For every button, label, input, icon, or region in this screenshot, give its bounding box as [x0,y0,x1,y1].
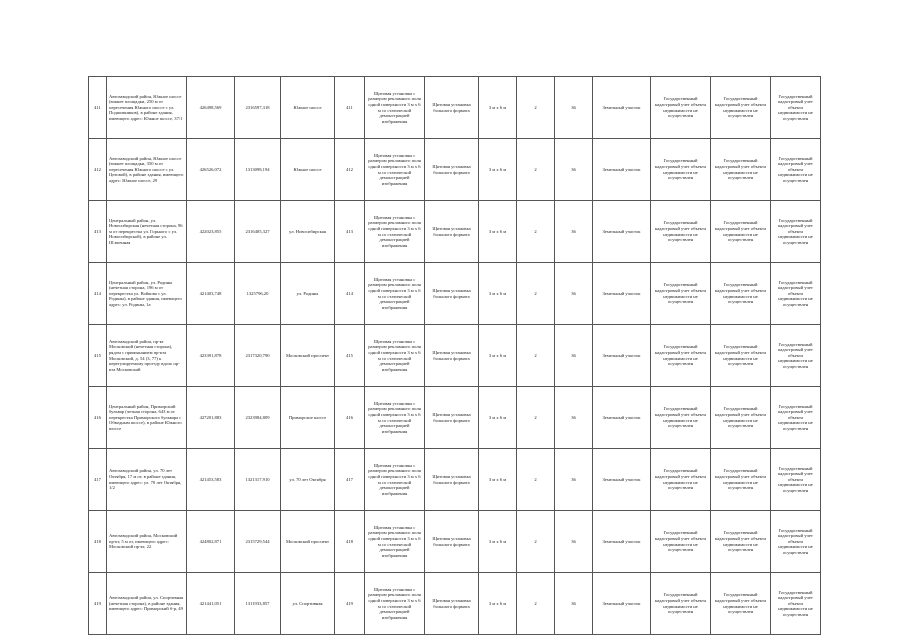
table-row [89,511,821,573]
area-cell: 36 [555,449,593,511]
cadastral-status-cell-3: Государственный кадастровый учет объекта недвижимости не осуществлен [771,77,821,139]
address-cell: Автозаводский район, Южное шоссе (южнее площадки, 250 м от пересечения Южного шоссе с ул. Подшипников), в районе здания, имеющего адрес: Южное шоссе, 37/1 [107,77,187,139]
cadastral-status-cell: Государственный кадастровый учет объекта недвижимости не осуществлен [651,325,711,387]
coordinate-x-cell: 421403,748 [187,263,235,325]
description-cell: Щитовая установка с размером рекламного поля одной поверхности 3 м x 6 м со статической демонстрацией изображения [365,77,425,139]
sides-count-cell: 2 [517,263,555,325]
description-cell: Щитовая установка с размером рекламного поля одной поверхности 3 м x 6 м со статической демонстрацией изображения [365,449,425,511]
table-row [89,573,821,635]
row-number: 416 [89,387,107,449]
area-cell: 36 [555,573,593,635]
coordinate-y-cell: 1325796,20 [235,263,281,325]
area-cell: 36 [555,511,593,573]
cadastral-status-cell-2: Государственный кадастровый учет объекта недвижимости не осуществлен [711,77,771,139]
area-cell: 36 [555,139,593,201]
field-size-cell: 3 м x 6 м [479,387,517,449]
street-cell: Московский проспект [281,325,335,387]
cadastral-status-cell-2: Государственный кадастровый учет объекта недвижимости не осуществлен [711,201,771,263]
cadastral-status-cell-3: Государственный кадастровый учет объекта недвижимости не осуществлен [771,139,821,201]
row-number: 419 [89,573,107,635]
description-cell: Щитовая установка с размером рекламного поля одной поверхности 3 м x 6 м со статической демонстрацией изображения [365,325,425,387]
description-cell: Щитовая установка с размером рекламного поля одной поверхности 3 м x 6 м со статической демонстрацией изображения [365,139,425,201]
cadastral-status-cell: Государственный кадастровый учет объекта недвижимости не осуществлен [651,573,711,635]
land-type-cell: Земельный участок [593,77,651,139]
address-cell: Автозаводский район, ул. 70 лет Октября, 17 м от, в районе здания, имеющего адрес: ул. 70 лет Октября, 1/2 [107,449,187,511]
cadastral-status-cell-3: Государственный кадастровый учет объекта недвижимости не осуществлен [771,325,821,387]
area-cell: 36 [555,387,593,449]
sides-count-cell: 2 [517,449,555,511]
cadastral-status-cell-3: Государственный кадастровый учет объекта недвижимости не осуществлен [771,449,821,511]
coordinate-y-cell: 2317320,790 [235,325,281,387]
description-cell: Щитовая установка с размером рекламного поля одной поверхности 3 м x 6 м со статической демонстрацией изображения [365,201,425,263]
street-cell: ул. Родины [281,263,335,325]
coordinate-x-cell: 421441,051 [187,573,235,635]
structure-number-cell: 411 [335,77,365,139]
cadastral-status-cell: Государственный кадастровый учет объекта недвижимости не осуществлен [651,201,711,263]
field-size-cell: 3 м x 6 м [479,511,517,573]
cadastral-status-cell-2: Государственный кадастровый учет объекта недвижимости не осуществлен [711,511,771,573]
structure-type-cell: Щитовая установка большого формата [425,201,479,263]
table-row [89,387,821,449]
field-size-cell: 3 м x 6 м [479,139,517,201]
coordinate-x-cell: 427201,883 [187,387,235,449]
land-type-cell: Земельный участок [593,511,651,573]
land-type-cell: Земельный участок [593,325,651,387]
structure-type-cell: Щитовая установка большого формата [425,511,479,573]
table-row [89,449,821,511]
address-cell: Центральный район, ул. Родины (нечетная сторона, 196 м от перекрестка ул. Войкова с ул. Родины), в районе здания, имеющего адрес: ул. Родины, 1а [107,263,187,325]
sides-count-cell: 2 [517,511,555,573]
cadastral-status-cell-2: Государственный кадастровый учет объекта недвижимости не осуществлен [711,387,771,449]
structure-type-cell: Щитовая установка большого формата [425,325,479,387]
coordinate-y-cell: 2323984,809 [235,387,281,449]
structure-number-cell: 416 [335,387,365,449]
row-number: 415 [89,325,107,387]
sides-count-cell: 2 [517,201,555,263]
cadastral-status-cell-2: Государственный кадастровый учет объекта недвижимости не осуществлен [711,139,771,201]
area-cell: 36 [555,77,593,139]
description-cell: Щитовая установка с размером рекламного поля одной поверхности 3 м x 6 м со статической демонстрацией изображения [365,511,425,573]
row-number: 414 [89,263,107,325]
cadastral-status-cell-2: Государственный кадастровый учет объекта недвижимости не осуществлен [711,573,771,635]
address-cell: Автозаводский район, ул. Спортивная (нечетная сторона), в районе здания, имеющего адрес: Приморский б-р, 49 [107,573,187,635]
cadastral-status-cell: Государственный кадастровый учет объекта недвижимости не осуществлен [651,139,711,201]
structure-number-cell: 415 [335,325,365,387]
land-type-cell: Земельный участок [593,139,651,201]
address-cell: Автозаводский район, Южное шоссе (южнее площадки, 350 м от пересечения Южного шоссе с ул. Цеховой), в районе здания, имеющего адрес: Южное шоссе, 29 [107,139,187,201]
sides-count-cell: 2 [517,573,555,635]
cadastral-status-cell-3: Государственный кадастровый учет объекта недвижимости не осуществлен [771,511,821,573]
coordinate-x-cell: 423391,878 [187,325,235,387]
cadastral-status-cell: Государственный кадастровый учет объекта недвижимости не осуществлен [651,77,711,139]
coordinate-x-cell: 426526,072 [187,139,235,201]
advertising-structures-table [88,76,821,635]
street-cell: Приморское шоссе [281,387,335,449]
structure-type-cell: Щитовая установка большого формата [425,77,479,139]
table-row [89,201,821,263]
table-row [89,325,821,387]
table-row [89,77,821,139]
row-number: 418 [89,511,107,573]
area-cell: 36 [555,201,593,263]
address-cell: Автозаводский район, пр-кт Московский (нечетная сторона), рядом с примыканием пр-кта Московский, д. 54 (3, 77) к нерегулируемому проезду вдоль пр-кта Московский [107,325,187,387]
area-cell: 36 [555,263,593,325]
land-type-cell: Земельный участок [593,387,651,449]
description-cell: Щитовая установка с размером рекламного поля одной поверхности 3 м x 6 м со статической демонстрацией изображения [365,263,425,325]
cadastral-status-cell-3: Государственный кадастровый учет объекта недвижимости не осуществлен [771,573,821,635]
structure-number-cell: 414 [335,263,365,325]
cadastral-status-cell-3: Государственный кадастровый учет объекта недвижимости не осуществлен [771,263,821,325]
street-cell: ул. 70 лет Октября [281,449,335,511]
cadastral-status-cell: Государственный кадастровый учет объекта недвижимости не осуществлен [651,263,711,325]
table-body [89,77,821,635]
coordinate-y-cell: 1311933,857 [235,573,281,635]
coordinate-x-cell: 426498,569 [187,77,235,139]
description-cell: Щитовая установка с размером рекламного поля одной поверхности 3 м x 6 м со статической демонстрацией изображения [365,573,425,635]
table-row [89,139,821,201]
structure-number-cell: 418 [335,511,365,573]
row-number: 417 [89,449,107,511]
coordinate-x-cell: 424802,871 [187,511,235,573]
address-cell: Автозаводский район, Московский пр-кт, 5 м от, имеющего адрес: Московский пр-кт, 22 [107,511,187,573]
land-type-cell: Земельный участок [593,573,651,635]
cadastral-status-cell-2: Государственный кадастровый учет объекта недвижимости не осуществлен [711,449,771,511]
field-size-cell: 3 м x 6 м [479,201,517,263]
coordinate-y-cell: 1321317,910 [235,449,281,511]
structure-number-cell: 413 [335,201,365,263]
field-size-cell: 3 м x 6 м [479,325,517,387]
structure-type-cell: Щитовая установка большого формата [425,449,479,511]
description-cell: Щитовая установка с размером рекламного поля одной поверхности 3 м x 6 м со статической демонстрацией изображения [365,387,425,449]
field-size-cell: 3 м x 6 м [479,573,517,635]
address-cell: Центральный район, ул. Новосибирская (нечетная сторона, 96 м от перекрестка ул. Горького с ул. Новосибирской), в районе ул. Ш.военная [107,201,187,263]
structure-number-cell: 412 [335,139,365,201]
cadastral-status-cell-3: Государственный кадастровый учет объекта недвижимости не осуществлен [771,387,821,449]
structure-number-cell: 419 [335,573,365,635]
land-type-cell: Земельный участок [593,449,651,511]
cadastral-status-cell-2: Государственный кадастровый учет объекта недвижимости не осуществлен [711,325,771,387]
field-size-cell: 3 м x 6 м [479,449,517,511]
land-type-cell: Земельный участок [593,201,651,263]
coordinate-y-cell: 1313098,194 [235,139,281,201]
coordinate-y-cell: 2316597,318 [235,77,281,139]
sides-count-cell: 2 [517,139,555,201]
sides-count-cell: 2 [517,77,555,139]
street-cell: Московский проспект [281,511,335,573]
coordinate-x-cell: 422023,855 [187,201,235,263]
street-cell: ул. Новосибирская [281,201,335,263]
coordinate-y-cell: 2315729,544 [235,511,281,573]
land-type-cell: Земельный участок [593,263,651,325]
cadastral-status-cell-2: Государственный кадастровый учет объекта недвижимости не осуществлен [711,263,771,325]
table-row [89,263,821,325]
row-number: 413 [89,201,107,263]
field-size-cell: 3 м x 6 м [479,263,517,325]
row-number: 411 [89,77,107,139]
cadastral-status-cell: Государственный кадастровый учет объекта недвижимости не осуществлен [651,511,711,573]
structure-number-cell: 417 [335,449,365,511]
cadastral-status-cell: Государственный кадастровый учет объекта недвижимости не осуществлен [651,449,711,511]
structure-type-cell: Щитовая установка большого формата [425,263,479,325]
structure-type-cell: Щитовая установка большого формата [425,387,479,449]
cadastral-status-cell: Государственный кадастровый учет объекта недвижимости не осуществлен [651,387,711,449]
area-cell: 36 [555,325,593,387]
row-number: 412 [89,139,107,201]
coordinate-x-cell: 421453,583 [187,449,235,511]
street-cell: ул. Спортивная [281,573,335,635]
coordinate-y-cell: 2316405,327 [235,201,281,263]
address-cell: Центральный район, Приморский бульвар (четная сторона, 643 м от перекрестка Приморского бульвара с Обводным шоссе), в районе Южного шоссе [107,387,187,449]
sides-count-cell: 2 [517,325,555,387]
cadastral-status-cell-3: Государственный кадастровый учет объекта недвижимости не осуществлен [771,201,821,263]
structure-type-cell: Щитовая установка большого формата [425,573,479,635]
sides-count-cell: 2 [517,387,555,449]
field-size-cell: 3 м x 6 м [479,77,517,139]
street-cell: Южное шоссе [281,139,335,201]
structure-type-cell: Щитовая установка большого формата [425,139,479,201]
street-cell: Южное шоссе [281,77,335,139]
